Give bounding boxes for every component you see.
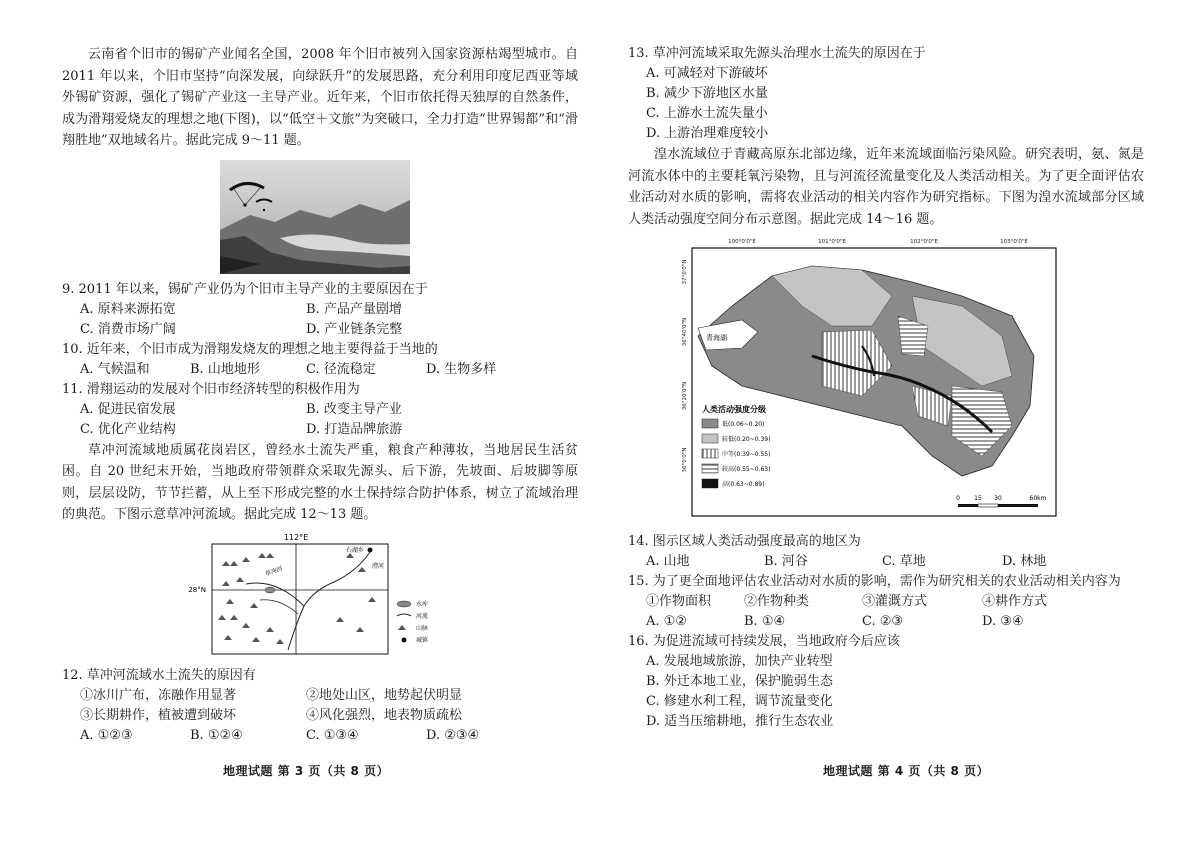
q12-statement-1: ①冰川广布，冻融作用显著 xyxy=(80,687,237,703)
right-page xyxy=(628,44,1144,732)
question-12: 12. 草冲河流域水土流失的原因有 xyxy=(62,667,256,683)
q14-options xyxy=(628,552,1144,572)
legend-swatch-lower xyxy=(702,434,718,443)
q11-option-c[interactable]: C. 优化产业结构 xyxy=(80,421,176,437)
q11-option-a[interactable]: A. 促进民宿发展 xyxy=(80,401,176,417)
q12-option-d[interactable]: D. ②③④ xyxy=(426,727,480,743)
passage-caochong-river: 草冲河流域地质属花岗岩区，曾经水土流失严重，粮食产种薄妆，当地居民生活贫困。自 20 世纪末开始，当地政府带领群众采取先源头、后下游，先坡面、后坡脚等原则，层层设防，节节拦蓄，从上至下形成完整的水土保持综合防护体系，树立了流域治理的典范。下图示意草冲河流域。据此完成 12～13 题。 xyxy=(62,442,578,522)
q10-options xyxy=(62,360,578,380)
svg-text:0: 0 xyxy=(956,495,960,502)
svg-text:山脉: 山脉 xyxy=(416,624,429,632)
question-15: 15. 为了更全面地评估农业活动对水质的影响，需作为研究相关的农业活动相关内容为 xyxy=(628,574,1121,589)
svg-text:中等(0.39~0.55): 中等(0.39~0.55) xyxy=(722,451,771,458)
q14-option-c[interactable]: C. 草地 xyxy=(882,554,926,569)
svg-text:高(0.63~0.89): 高(0.63~0.89) xyxy=(722,481,765,488)
q15-statement-2: ②作物种类 xyxy=(744,594,810,609)
legend-swatch-medium xyxy=(702,449,718,458)
q10-option-c[interactable]: C. 径流稳定 xyxy=(306,361,376,377)
svg-text:100°0'0"E: 100°0'0"E xyxy=(728,239,756,245)
q10-option-b[interactable]: B. 山地地形 xyxy=(190,361,260,377)
q12-statements-row2 xyxy=(62,706,578,726)
q9-options-row2 xyxy=(62,320,578,340)
q15-option-c[interactable]: C. ②③ xyxy=(862,614,904,629)
page-footer-3: 地理试题 第 3 页（共 8 页） xyxy=(223,764,390,778)
svg-text:102°0'0"E: 102°0'0"E xyxy=(910,239,938,245)
legend-swatch-higher xyxy=(702,464,718,473)
map1-legend xyxy=(397,600,429,644)
lake-label: 青海湖 xyxy=(706,334,727,342)
q9-option-a[interactable]: A. 原料来源拓宽 xyxy=(80,301,176,317)
svg-text:河流: 河流 xyxy=(416,612,429,620)
left-page xyxy=(62,44,578,746)
map1-river-label: 草冲河 xyxy=(264,564,284,578)
q13-option-b[interactable]: B. 减少下游地区水量 xyxy=(646,86,768,101)
svg-text:较低(0.20~0.39): 较低(0.20~0.39) xyxy=(722,436,771,443)
page-footer-4: 地理试题 第 4 页（共 8 页） xyxy=(823,764,990,778)
q14-option-d[interactable]: D. 林地 xyxy=(1002,554,1047,569)
q15-statements xyxy=(628,592,1144,612)
svg-text:30: 30 xyxy=(994,495,1002,502)
passage-huangshui: 湟水流域位于青藏高原东北部边缘，近年来流域面临污染风险。研究表明，氨、氮是河流水体中的主要耗氧污染物，且与河流径流量变化及人类活动相关。为了更全面评估农业活动对水质的影响，需将农业活动的相关内容作为研究指标。下图为湟水流域部分区域人类活动强度空间分布示意图。据此完成 14～16 题。 xyxy=(628,147,1144,227)
svg-text:60km: 60km xyxy=(1029,495,1047,502)
q9-option-d[interactable]: D. 产业链条完整 xyxy=(306,321,403,337)
q15-option-a[interactable]: A. ①② xyxy=(646,614,687,629)
q14-option-a[interactable]: A. 山地 xyxy=(646,554,690,569)
svg-text:15: 15 xyxy=(974,495,982,502)
svg-text:36°0'0"N: 36°0'0"N xyxy=(682,447,688,473)
svg-text:低(0.06~0.20): 低(0.06~0.20) xyxy=(722,421,765,428)
q13-option-d[interactable]: D. 上游治理难度较小 xyxy=(646,126,769,141)
q10-option-d[interactable]: D. 生物多样 xyxy=(426,361,497,377)
q11-option-d[interactable]: D. 打造品牌旅游 xyxy=(306,421,403,437)
q10-option-a[interactable]: A. 气候温和 xyxy=(80,361,150,377)
q11-options-row1 xyxy=(62,400,578,420)
svg-text:36°40'0"N: 36°40'0"N xyxy=(682,317,688,347)
svg-text:36°20'0"N: 36°20'0"N xyxy=(682,381,688,411)
q15-statement-4: ④耕作方式 xyxy=(982,594,1048,609)
passage-tin-industry: 云南省个旧市的锡矿产业闻名全国，2008 年个旧市被列入国家资源枯竭型城市。自 2011 年以来，个旧市坚持“向深发展，向绿跃升”的发展思路，充分利用印度尼西亚等域外锡矿资源，强化了锡矿产业这一主导产业。近年来，个旧市依托得天独厚的自然条件，成为滑翔爱烧友的理想之地(下图)，以“低空＋文旅”为突破口，全力打造“世界锡都”和“滑翔胜地”双地域名片。据此完成 9～11 题。 xyxy=(62,47,578,148)
q15-option-d[interactable]: D. ③④ xyxy=(982,614,1024,629)
map1-town: 石湖乡 xyxy=(346,546,365,554)
q12-statement-4: ④风化强烈，地表物质疏松 xyxy=(306,707,463,723)
map1-lat-label: 28°N xyxy=(188,585,206,594)
question-11: 11. 滑翔运动的发展对个旧市经济转型的积极作用为 xyxy=(62,381,360,397)
q15-statement-3: ③灌溉方式 xyxy=(862,594,928,609)
legend-title: 人类活动强度分级 xyxy=(702,405,766,414)
caochong-basin-map xyxy=(188,532,578,660)
q14-option-b[interactable]: B. 河谷 xyxy=(764,554,808,569)
map1-lon-label: 112°E xyxy=(283,532,309,542)
legend-swatch-high xyxy=(702,479,718,488)
q12-options xyxy=(62,726,578,746)
q13-option-c[interactable]: C. 上游水土流失量小 xyxy=(646,106,768,121)
q15-statement-1: ①作物面积 xyxy=(646,594,712,609)
svg-text:103°0'0"E: 103°0'0"E xyxy=(1000,239,1028,245)
question-9: 9. 2011 年以来，锡矿产业仍为个旧市主导产业的主要原因在于 xyxy=(62,281,428,297)
q15-options xyxy=(628,612,1144,632)
paragliding-photo xyxy=(220,160,410,274)
q9-options-row1 xyxy=(62,300,578,320)
svg-text:101°0'0"E: 101°0'0"E xyxy=(818,239,846,245)
svg-text:37°0'0"N: 37°0'0"N xyxy=(682,259,688,285)
q12-statement-2: ②地处山区，地势起伏明显 xyxy=(306,687,463,703)
q16-option-b[interactable]: B. 外迁本地工业，保护脆弱生态 xyxy=(646,674,833,689)
town-marker xyxy=(368,547,373,552)
q13-option-a[interactable]: A. 可减轻对下游破坏 xyxy=(646,66,768,81)
q16-option-d[interactable]: D. 适当压缩耕地，推行生态农业 xyxy=(646,714,834,729)
q12-statements-row1 xyxy=(62,686,578,706)
q16-option-c[interactable]: C. 修建水利工程，调节流量变化 xyxy=(646,694,833,709)
svg-text:较高(0.55~0.63): 较高(0.55~0.63) xyxy=(722,466,771,473)
legend-swatch-low xyxy=(702,419,718,428)
q9-option-b[interactable]: B. 产品产量剧增 xyxy=(306,301,402,317)
question-14: 14. 图示区域人类活动强度最高的地区为 xyxy=(628,534,861,549)
human-activity-intensity-map xyxy=(662,236,1144,526)
q12-option-c[interactable]: C. ①③④ xyxy=(306,727,359,743)
lon-tick-labels xyxy=(728,239,1028,245)
q12-statement-3: ③长期耕作，植被遭到破坏 xyxy=(80,707,237,723)
lat-tick-labels xyxy=(682,260,688,473)
question-10: 10. 近年来，个旧市成为滑翔发烧友的理想之地主要得益于当地的 xyxy=(62,341,438,357)
map1-river-label-2: 澧河 xyxy=(372,562,385,570)
q12-option-a[interactable]: A. ①②③ xyxy=(80,727,133,743)
q12-option-b[interactable]: B. ①②④ xyxy=(190,727,243,743)
q9-option-c[interactable]: C. 消费市场广阔 xyxy=(80,321,176,337)
q11-options-row2 xyxy=(62,420,578,440)
svg-text:城镇: 城镇 xyxy=(416,636,429,644)
question-16: 16. 为促进流域可持续发展，当地政府今后应该 xyxy=(628,634,900,649)
question-13: 13. 草冲河流域采取先源头治理水土流失的原因在于 xyxy=(628,46,926,61)
q16-option-a[interactable]: A. 发展地域旅游，加快产业转型 xyxy=(646,654,833,669)
q15-option-b[interactable]: B. ①④ xyxy=(744,614,786,629)
q11-option-b[interactable]: B. 改变主导产业 xyxy=(306,401,402,417)
svg-text:水库: 水库 xyxy=(416,600,429,608)
